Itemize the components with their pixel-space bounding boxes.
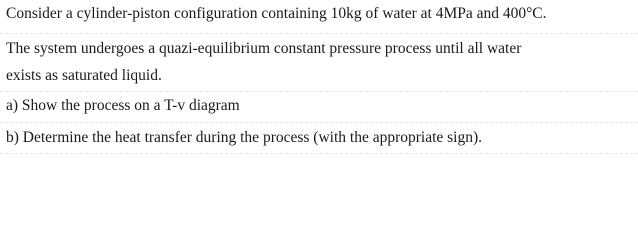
divider	[0, 153, 638, 154]
question-part-a: a) Show the process on a T-v diagram	[6, 97, 240, 114]
question-part-b: b) Determine the heat transfer during the process (with the appropriate sign).	[6, 129, 483, 146]
problem-statement-line-1: Consider a cylinder-piston configuration containing 10kg of water at 4MPa and 400°C.	[6, 5, 547, 22]
problem-statement-line-3: exists as saturated liquid.	[6, 67, 162, 84]
divider	[0, 33, 638, 34]
divider	[0, 91, 638, 92]
problem-statement-line-2: The system undergoes a quazi-equilibrium constant pressure process until all water	[6, 40, 522, 57]
divider	[0, 122, 638, 123]
